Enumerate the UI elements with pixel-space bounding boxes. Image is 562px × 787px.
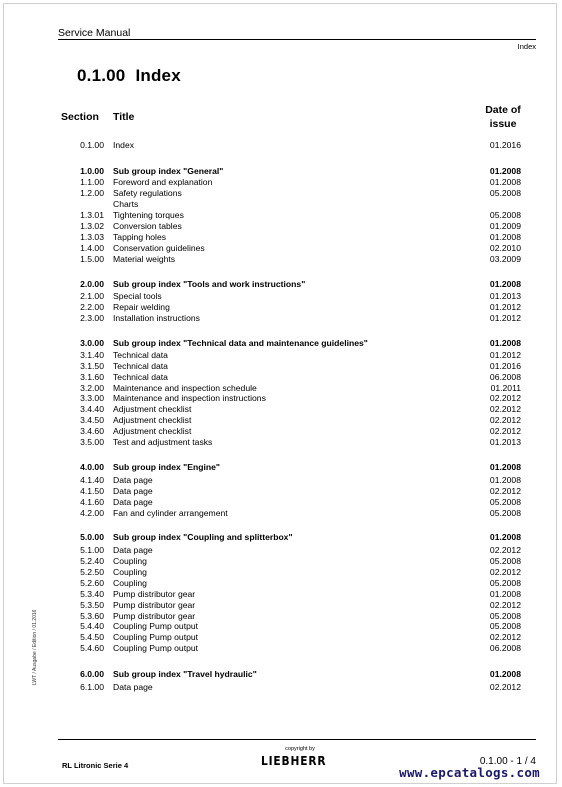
row-date: 01.2008: [489, 532, 521, 542]
row-title: Material weights: [113, 254, 176, 264]
row-date: 02.2012: [489, 682, 521, 692]
row-title: Conversion tables: [113, 221, 182, 231]
group-heading-row: [0, 669, 562, 680]
row-date: 02.2012: [489, 415, 521, 425]
row-section: 5.3.50: [80, 600, 104, 610]
row-section: 5.4.50: [80, 632, 104, 642]
row-section: 2.3.00: [80, 313, 104, 323]
row-section: 5.2.50: [80, 567, 104, 577]
row-title: Coupling: [113, 578, 147, 588]
row-date: 03.2009: [489, 254, 521, 264]
row-date: 01.2008: [489, 232, 521, 242]
row-date: 06.2008: [489, 643, 521, 653]
row-title: Coupling: [113, 556, 147, 566]
row-title: Installation instructions: [113, 313, 200, 323]
table-row: [0, 350, 562, 361]
group-heading-row: [0, 279, 562, 290]
row-title: Coupling Pump output: [113, 643, 199, 653]
edition-note: LWT / Ausgabe / Edition / 01.2016: [32, 609, 38, 685]
table-row: [0, 621, 562, 632]
row-title: Technical data: [113, 372, 168, 382]
row-date: 02.2012: [489, 393, 521, 403]
column-header-section: Section: [61, 111, 99, 123]
row-section: 3.4.50: [80, 415, 104, 425]
row-section: 1.3.02: [80, 221, 104, 231]
table-row: [0, 313, 562, 324]
row-date: 05.2008: [489, 497, 521, 507]
table-row: [0, 199, 562, 210]
row-section: 6.1.00: [80, 682, 104, 692]
row-date: 02.2012: [489, 404, 521, 414]
row-section: 4.1.50: [80, 486, 104, 496]
row-title: Data page: [113, 545, 153, 555]
row-date: 02.2012: [489, 426, 521, 436]
row-title: Adjustment checklist: [113, 404, 192, 414]
row-section: 5.3.40: [80, 589, 104, 599]
row-title: Sub group index "Coupling and splitterbox": [113, 532, 293, 542]
row-section: 5.2.40: [80, 556, 104, 566]
row-section: 3.2.00: [80, 383, 104, 393]
table-row: [0, 545, 562, 556]
row-title: Pump distributor gear: [113, 600, 196, 610]
row-section: 1.1.00: [80, 177, 104, 187]
page-title-text: Index: [135, 66, 181, 85]
row-date: 05.2008: [489, 611, 521, 621]
row-date: 02.2010: [489, 243, 521, 253]
row-section: 2.0.00: [80, 279, 104, 289]
row-section: 5.4.60: [80, 643, 104, 653]
table-row: [0, 508, 562, 519]
row-title: Data page: [113, 475, 153, 485]
row-section: 1.0.00: [80, 166, 104, 176]
page-title: [77, 66, 181, 86]
row-date: 01.2013: [489, 437, 521, 447]
row-section: 3.5.00: [80, 437, 104, 447]
brand-logo: LIEBHERR: [261, 753, 327, 768]
row-title: Index: [113, 140, 135, 150]
row-title: Sub group index "Travel hydraulic": [113, 669, 257, 679]
table-row: [0, 188, 562, 199]
row-title: Adjustment checklist: [113, 415, 192, 425]
row-title: Coupling: [113, 567, 147, 577]
column-header-date-line2: issue: [489, 118, 517, 130]
table-row: [0, 372, 562, 383]
column-header-date: [476, 103, 530, 131]
row-title: Repair welding: [113, 302, 170, 312]
row-section: 5.4.40: [80, 621, 104, 631]
table-row: [0, 643, 562, 654]
row-date: 01.2012: [489, 313, 521, 323]
row-title: Foreword and explanation: [113, 177, 213, 187]
row-title: Conservation guidelines: [113, 243, 205, 253]
footer-page-number: 0.1.00 - 1 / 4: [479, 756, 536, 767]
row-title: Tightening torques: [113, 210, 184, 220]
row-section: 1.5.00: [80, 254, 104, 264]
row-section: 5.1.00: [80, 545, 104, 555]
group-heading-row: [0, 532, 562, 543]
row-date: 05.2008: [489, 556, 521, 566]
table-row: [0, 254, 562, 265]
row-date: 05.2008: [489, 578, 521, 588]
row-section: 1.4.00: [80, 243, 104, 253]
table-row: [0, 682, 562, 693]
row-section: 2.1.00: [80, 291, 104, 301]
column-header-date-line1: Date of: [485, 104, 521, 116]
header-section: Index: [517, 42, 536, 51]
row-title: Sub group index "Technical data and maintenance guidelines": [113, 338, 368, 348]
table-row: [0, 210, 562, 221]
row-date: 01.2008: [489, 177, 521, 187]
row-date: 01.2009: [489, 221, 521, 231]
row-title: Pump distributor gear: [113, 611, 196, 621]
row-section: 4.1.60: [80, 497, 104, 507]
column-header-title: Title: [113, 111, 135, 123]
group-heading-row: [0, 166, 562, 177]
row-date: 05.2008: [489, 188, 521, 198]
row-section: 4.1.40: [80, 475, 104, 485]
row-title: Data page: [113, 486, 153, 496]
row-date: 02.2012: [489, 486, 521, 496]
footer-copyright: copyright by: [285, 746, 315, 752]
row-title: Data page: [113, 497, 153, 507]
row-date: 01.2016: [489, 361, 521, 371]
table-row: [0, 232, 562, 243]
table-row: [0, 291, 562, 302]
row-section: 2.2.00: [80, 302, 104, 312]
table-row: [0, 437, 562, 448]
row-date: 01.2012: [489, 302, 521, 312]
row-date: 01.2008: [489, 669, 521, 679]
row-title: Coupling Pump output: [113, 632, 199, 642]
row-title: Data page: [113, 682, 153, 692]
row-section: 0.1.00: [80, 140, 104, 150]
table-row: [0, 361, 562, 372]
row-section: 5.0.00: [80, 532, 104, 542]
row-section: 4.0.00: [80, 462, 104, 472]
table-row: [0, 415, 562, 426]
row-title: Special tools: [113, 291, 162, 301]
row-date: 05.2008: [489, 210, 521, 220]
table-row: [0, 600, 562, 611]
row-section: 3.1.50: [80, 361, 104, 371]
table-row: [0, 221, 562, 232]
table-row: [0, 404, 562, 415]
row-section: 3.4.60: [80, 426, 104, 436]
row-section: 3.3.00: [80, 393, 104, 403]
row-section: 6.0.00: [80, 669, 104, 679]
table-row: [0, 589, 562, 600]
table-row: [0, 497, 562, 508]
row-title: Technical data: [113, 361, 168, 371]
row-title: Fan and cylinder arrangement: [113, 508, 228, 518]
row-title: Sub group index "Tools and work instructions": [113, 279, 306, 289]
table-row: [0, 556, 562, 567]
group-heading-row: [0, 462, 562, 473]
row-date: 01.2012: [489, 350, 521, 360]
group-heading-row: [0, 338, 562, 349]
row-section: 1.3.03: [80, 232, 104, 242]
row-title: Safety regulations: [113, 188, 182, 198]
row-title: Coupling Pump output: [113, 621, 199, 631]
row-title: Adjustment checklist: [113, 426, 192, 436]
footer-model: RL Litronic Serie 4: [62, 761, 129, 770]
row-date: 01.2016: [489, 140, 521, 150]
row-section: 5.3.60: [80, 611, 104, 621]
row-section: 3.0.00: [80, 338, 104, 348]
row-date: 06.2008: [489, 372, 521, 382]
row-date: 01.2008: [489, 338, 521, 348]
row-title: Sub group index "General": [113, 166, 224, 176]
header-rule: [58, 39, 536, 40]
footer-rule: [58, 739, 536, 740]
row-title: Tapping holes: [113, 232, 167, 242]
row-date: 01.2008: [489, 279, 521, 289]
row-date: 01.2011: [490, 383, 521, 393]
table-row: [0, 177, 562, 188]
row-title: Pump distributor gear: [113, 589, 196, 599]
table-row: [0, 632, 562, 643]
header-title: Service Manual: [58, 27, 131, 39]
row-title: Test and adjustment tasks: [113, 437, 213, 447]
table-row: [0, 426, 562, 437]
row-date: 02.2012: [489, 600, 521, 610]
page-title-number: 0.1.00: [77, 66, 126, 85]
row-section: 3.1.40: [80, 350, 104, 360]
table-row: [0, 567, 562, 578]
row-date: 01.2008: [489, 475, 521, 485]
row-section: 5.2.60: [80, 578, 104, 588]
row-date: 01.2008: [489, 166, 521, 176]
row-date: 05.2008: [489, 508, 521, 518]
table-row: [0, 475, 562, 486]
watermark-url: www.epcatalogs.com: [399, 765, 540, 780]
row-date: 01.2013: [489, 291, 521, 301]
table-row: [0, 486, 562, 497]
row-date: 02.2012: [489, 545, 521, 555]
table-row: [0, 393, 562, 404]
row-title: Charts: [113, 199, 139, 209]
row-date: 01.2008: [489, 462, 521, 472]
row-date: 05.2008: [489, 621, 521, 631]
row-title: Maintenance and inspection schedule: [113, 383, 257, 393]
row-section: 1.3.01: [80, 210, 104, 220]
table-row: [0, 243, 562, 254]
row-section: 3.1.60: [80, 372, 104, 382]
row-title: Technical data: [113, 350, 168, 360]
row-section: 1.2.00: [80, 188, 104, 198]
row-section: 4.2.00: [80, 508, 104, 518]
table-row: [0, 302, 562, 313]
row-date: 02.2012: [489, 567, 521, 577]
row-date: 01.2008: [489, 589, 521, 599]
row-title: Maintenance and inspection instructions: [113, 393, 266, 403]
row-title: Sub group index "Engine": [113, 462, 220, 472]
table-row: [0, 578, 562, 589]
row-section: 3.4.40: [80, 404, 104, 414]
table-row: [0, 140, 562, 151]
row-date: 02.2012: [489, 632, 521, 642]
